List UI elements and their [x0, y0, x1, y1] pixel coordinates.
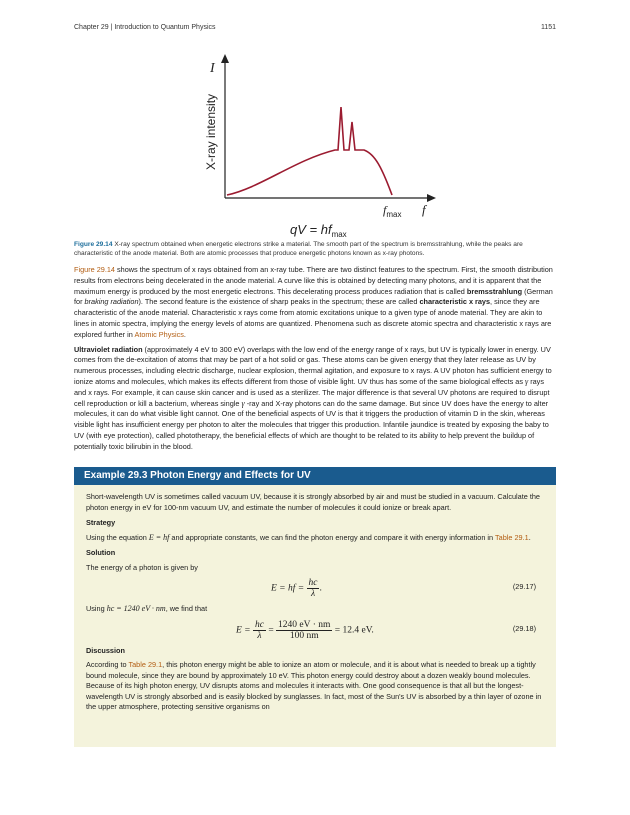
running-header-page-number: 1151	[540, 24, 556, 31]
fraction-denominator: 100 nm	[289, 630, 319, 641]
paragraph-text: (German for	[74, 286, 553, 307]
paragraph-text: and appropriate constants, we can find the photon energy and compare it with energy information in	[169, 532, 495, 542]
paragraph-ultraviolet	[74, 345, 556, 453]
equation-part: E =	[236, 625, 253, 636]
fraction-numerator: hc	[308, 578, 318, 588]
equation-number: (29.17)	[512, 582, 536, 591]
running-header-chapter: Chapter 29 | Introduction to Quantum Physics	[74, 24, 216, 31]
paragraph-text: According to	[86, 660, 129, 669]
paragraph-text: Using	[86, 604, 107, 613]
paragraph-text: -ray and X-ray photons can do the same damage. But since UV does have the energy to alter molecules, it can do what visible light cannot. One of the beneficial aspects of UV is that it triggers the production of vitamin D in the skin, whereas visible light has insufficient energy per photon to alter the molecules that trigger this production. Infantile jaundice is treated by exposing the baby to UV (with eye protection), called phototherapy, the beneficial effects of which are thought to be related to its ability to help prevent the buildup of potentially toxic bilirubin in the blood.	[74, 398, 549, 451]
y-axis-arrowhead	[221, 54, 229, 63]
table-29-1-link[interactable]: Table 29.1	[495, 532, 529, 542]
term-bremsstrahlung: bremsstrahlung	[466, 286, 523, 296]
paragraph-text: (approximately 4 eV to 300 eV) overlaps with the low end of the energy range of x rays, but UV is typically lower in energy. UV comes from the de-excitation of atoms that may be part of a hot solid or gas. These atoms can be given energy that they later release as UV by numerous processes, including electric discharge, nuclear explosion, thermal agitation, and exposure to x rays. A UV photon has sufficient energy to ionize atoms and molecules, which makes its effects different from those of visible light. UV thus has some of the same biological effects as	[74, 344, 552, 386]
fraction-numerator: 1240 eV · nm	[278, 619, 331, 630]
fraction-denominator: λ	[257, 630, 262, 641]
fraction-numeric	[276, 620, 332, 641]
paragraph-text: Using the equation	[86, 532, 149, 542]
equation-29-18-row	[86, 620, 544, 642]
equation-e-hf: E = hf	[148, 532, 170, 542]
term-ultraviolet-radiation: Ultraviolet radiation	[74, 344, 143, 354]
paragraph-text: , we find that	[165, 604, 208, 613]
figure-caption	[74, 240, 556, 258]
equation-part: .	[319, 583, 322, 594]
y-axis-label: X-ray intensity	[204, 93, 218, 170]
paragraph-text: shows the spectrum of x rays obtained from an x-ray tube. There are two distinct features to the spectrum. First, the smooth distribution results from electrons being decelerated in the anode material. A curve like this is obtained by detecting many photons, and it is apparent that the maximum energy is produced by the most energetic electrons. This decelerating process produces radiation that is called	[74, 265, 553, 296]
fraction-numerator: hc	[254, 619, 264, 630]
paragraph-text: .	[183, 329, 186, 339]
equation-part: =	[265, 625, 277, 636]
equation-29-17-row	[86, 578, 544, 600]
paragraph-text: rays and x rays. For example, it can cause skin cancer and is used as a sterilizer. The major difference is that several UV photons are required to disrupt cell reproduction or kill a bacterium, whereas single	[74, 376, 550, 408]
equation-part: = 12.4 eV.	[332, 625, 374, 636]
fraction-hc-lambda	[307, 578, 320, 599]
x-axis-arrowhead	[427, 194, 436, 202]
paragraph-text: , this photon energy might be able to ionize an atom or molecule, and it is about what is needed to break up a tightly bound molecule, since they are bound by approximately 10 eV. This photon energy could destroy about a dozen weakly bound molecules. Because of its high photon energy, UV disrupts atoms and molecules it interacts with. One good consequence is that all but the longest-wavelength UV is strongly absorbed and is easily blocked by sunglasses. In fact, most of the Sun's UV is absorbed by a thin layer of ozone in the upper atmosphere, protecting sensitive organisms on	[86, 660, 542, 711]
fmax-label: $f_{max}$	[383, 203, 402, 219]
bremsstrahlung-curve	[227, 107, 392, 195]
figure-reference-link[interactable]: Figure 29.14	[74, 265, 115, 274]
strategy-heading: Strategy	[86, 518, 116, 527]
discussion-text	[86, 660, 544, 713]
paragraph-text: ). The second feature is the existence of sharp peaks in the spectrum; these are called	[138, 297, 420, 307]
fraction-denominator: λ	[310, 589, 316, 599]
example-box	[74, 485, 556, 747]
term-characteristic-x-rays: characteristic x rays	[419, 297, 491, 307]
table-29-1-link[interactable]: Table 29.1	[128, 660, 163, 669]
body-text	[74, 265, 556, 457]
strategy-text	[86, 533, 544, 544]
figure-caption-label: Figure 29.14	[74, 241, 113, 248]
gamma-symbol: γ	[241, 398, 245, 408]
gamma-symbol: γ	[525, 376, 529, 386]
solution-heading: Solution	[86, 548, 116, 557]
example-intro: Short-wavelength UV is sometimes called vacuum UV, because it is strongly absorbed by air and must be studied in a vacuum. Calculate the photon energy in eV for 100-nm vacuum UV, and estimate the number of molecules it could ionize or break apart.	[86, 492, 540, 512]
paragraph-spectrum	[74, 265, 556, 341]
fraction-hc-lambda	[253, 620, 266, 641]
paragraph-text: , since they are characteristic of the anode material. Characteristic x rays come from atomic excitations unique to a given type of anode material. They are akin to lines in atomic spectra, implying the energy levels of atoms are quantized. Phenomena such as discrete atomic spectra and characteristic x rays are explored further in	[74, 297, 552, 339]
equation-part: E = hf =	[271, 583, 307, 594]
discussion-heading: Discussion	[86, 645, 125, 655]
equation-29-18	[236, 620, 374, 641]
using-text	[86, 604, 544, 615]
atomic-physics-link[interactable]: Atomic Physics	[134, 329, 184, 339]
term-braking-radiation: braking radiation	[84, 297, 139, 307]
figure-caption-text: X-ray spectrum obtained when energetic electrons strike a material. The smooth part of the spectrum is bremsstrahlung, while the peaks are characteristic of the anode material. Both are atomic processes that produce energetic photons known as x-ray photons.	[74, 241, 523, 257]
example-title-bar: Example 29.3 Photon Energy and Effects for UV	[74, 467, 556, 485]
solution-text: The energy of a photon is given by	[86, 562, 198, 572]
equation-29-17	[271, 578, 322, 599]
relation-qv-hfmax: qV = $hf_{max}$	[290, 222, 347, 239]
x-axis-symbol: f	[422, 202, 426, 217]
y-axis-symbol: I	[210, 61, 215, 76]
paragraph-text: .	[528, 532, 531, 542]
xray-spectrum-figure	[160, 50, 450, 240]
equation-number: (29.18)	[512, 623, 536, 633]
equation-hc-value: hc = 1240 eV · nm	[106, 604, 166, 613]
